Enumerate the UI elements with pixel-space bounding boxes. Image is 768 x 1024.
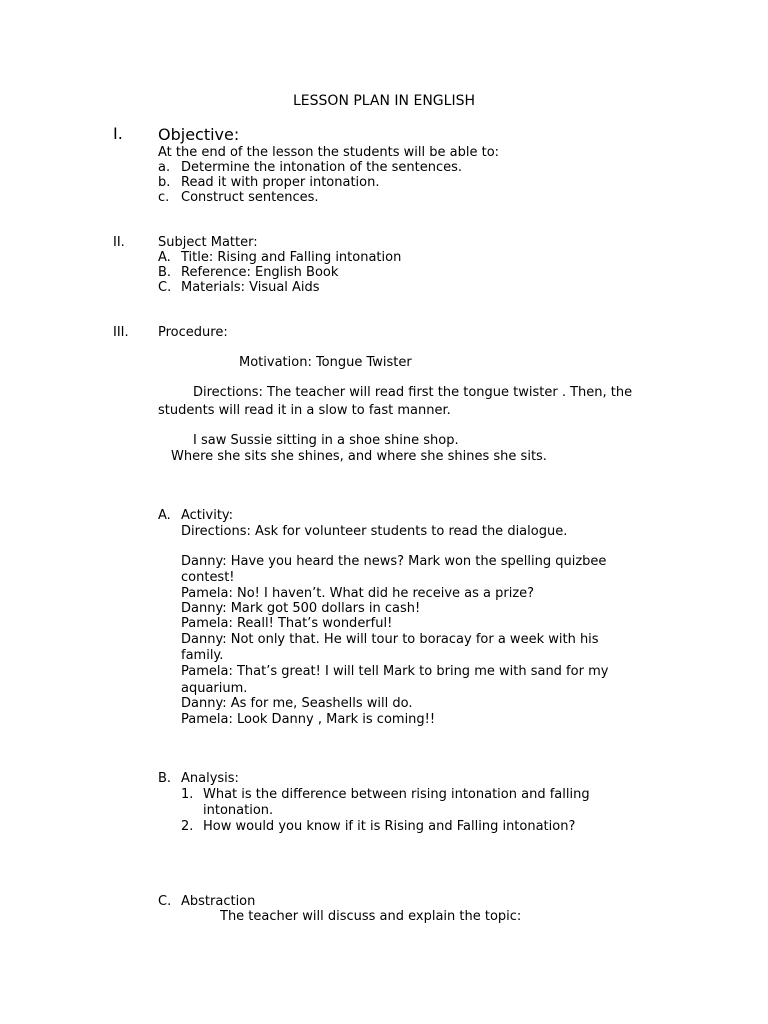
item-label: A. xyxy=(158,250,171,265)
subject-matter-heading: Subject Matter: xyxy=(158,235,258,250)
objective-intro: At the end of the lesson the students will be able to: xyxy=(158,145,500,160)
item-text: Title: Rising and Falling intonation xyxy=(181,250,402,265)
abstraction-heading xyxy=(158,894,255,909)
item-label: c. xyxy=(158,190,170,205)
analysis-heading xyxy=(158,771,239,786)
abstraction-text: The teacher will discuss and explain the topic: xyxy=(220,909,522,924)
objective-item xyxy=(158,175,380,190)
question-number: 2. xyxy=(181,819,194,834)
item-label: C. xyxy=(158,280,172,295)
item-text: Read it with proper intonation. xyxy=(181,175,380,190)
item-text: Activity: xyxy=(181,508,234,523)
activity-heading xyxy=(158,508,233,523)
objective-item xyxy=(158,160,462,175)
item-text: Abstraction xyxy=(181,894,256,909)
activity-directions: Directions: Ask for volunteer students to read the dialogue. xyxy=(181,524,568,539)
analysis-question xyxy=(181,787,590,802)
procedure-heading: Procedure: xyxy=(158,325,228,340)
dialogue-line: Pamela: That’s great! I will tell Mark to bring me with sand for my xyxy=(181,664,609,679)
page-title: LESSON PLAN IN ENGLISH xyxy=(293,93,475,109)
item-text: Analysis: xyxy=(181,771,239,786)
subject-matter-item xyxy=(158,250,401,265)
dialogue-line: family. xyxy=(181,648,224,663)
question-text-cont: intonation. xyxy=(203,803,274,818)
motivation-heading: Motivation: Tongue Twister xyxy=(239,355,412,370)
dialogue-line: Danny: As for me, Seashells will do. xyxy=(181,696,413,711)
item-text: Materials: Visual Aids xyxy=(181,280,320,295)
analysis-question xyxy=(181,819,575,834)
subject-matter-item xyxy=(158,280,320,295)
item-text: Reference: English Book xyxy=(181,265,339,280)
item-label: C. xyxy=(158,894,172,909)
objective-heading: Objective: xyxy=(158,125,240,144)
question-number: 1. xyxy=(181,787,194,802)
item-text: Construct sentences. xyxy=(181,190,319,205)
item-label: B. xyxy=(158,771,172,786)
question-text: How would you know if it is Rising and Falling intonation? xyxy=(203,819,576,834)
item-label: b. xyxy=(158,175,171,190)
tongue-twister-line: Where she sits she shines, and where she shines she sits. xyxy=(171,449,547,464)
directions-text: Directions: The teacher will read first the tongue twister . Then, the xyxy=(193,385,633,400)
item-label: a. xyxy=(158,160,171,175)
dialogue-line: Pamela: No! I haven’t. What did he receive as a prize? xyxy=(181,586,535,601)
item-text: Determine the intonation of the sentences. xyxy=(181,160,462,175)
dialogue-line: Pamela: Reall! That’s wonderful! xyxy=(181,616,393,631)
objective-item xyxy=(158,190,319,205)
dialogue-line: contest! xyxy=(181,570,235,585)
item-label: B. xyxy=(158,265,172,280)
dialogue-line: Danny: Not only that. He will tour to boracay for a week with his xyxy=(181,632,599,647)
dialogue-line: aquarium. xyxy=(181,681,248,696)
dialogue-line: Danny: Have you heard the news? Mark won the spelling quizbee xyxy=(181,554,607,569)
directions-text-cont: students will read it in a slow to fast manner. xyxy=(158,403,451,418)
tongue-twister-line: I saw Sussie sitting in a shoe shine shop. xyxy=(193,433,459,448)
dialogue-line: Danny: Mark got 500 dollars in cash! xyxy=(181,601,421,616)
dialogue-line: Pamela: Look Danny , Mark is coming!! xyxy=(181,712,436,727)
subject-matter-item xyxy=(158,265,338,280)
section-numeral-iii: III. xyxy=(113,325,129,340)
section-numeral-ii: II. xyxy=(113,235,125,250)
question-text: What is the difference between rising intonation and falling xyxy=(203,787,590,802)
item-label: A. xyxy=(158,508,171,523)
section-numeral-i: I. xyxy=(113,124,123,143)
